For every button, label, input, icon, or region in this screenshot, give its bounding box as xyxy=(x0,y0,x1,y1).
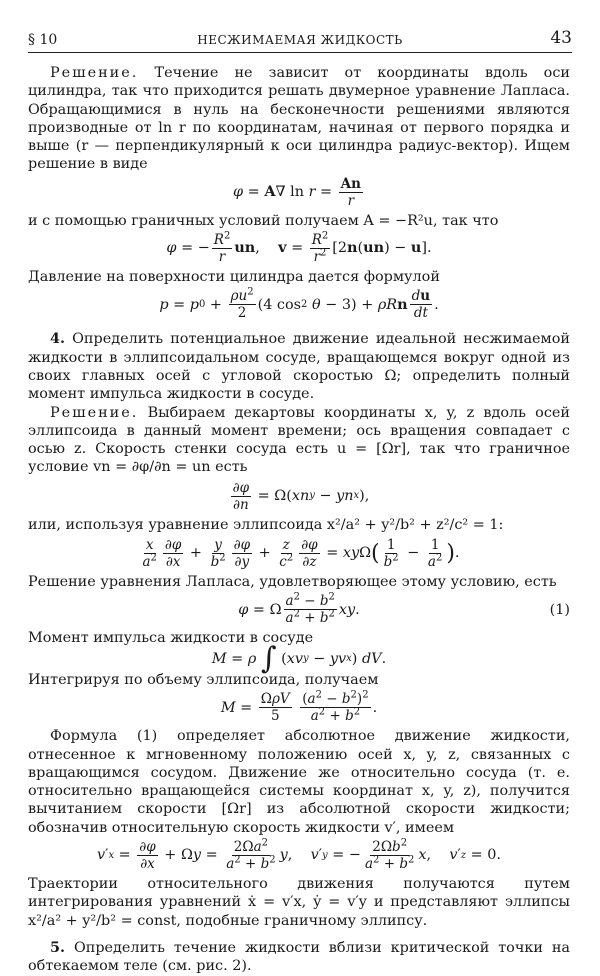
equation-phi-velocity xyxy=(28,232,570,265)
equation-pressure-render: p = p 0 + $\rho u^2$ 2 (4 cos 2 θ − 3) + ρR n du dt . xyxy=(159,286,439,322)
paragraph-ellipsoid: или, используя уравнение эллипсоида x²/a² + y²/b² + z²/c² = 1: xyxy=(28,516,504,533)
paragraph-relative-motion: Формула (1) определяет абсолютное движение жидкости, отнесенное к мгновенному положению осей x, y, z, связанных с вращающимся сосудом. Движение же относительно сосуда (т. е. относительно вращающейся системы координат x, y, z), получится вычитанием скорости [Ωr] из абсолютной скорости жидкости; обозначив относительную скорость жидкости v′, имеем xyxy=(28,728,570,836)
problem-4 xyxy=(28,330,570,403)
problem-text: Определить потенциальное движение идеальной несжимаемой жидкости в эллипсоидальном сосуде, вращающемся вокруг одной из своих главных осей с угловой скоростью Ω; определить полный момент импульса жидкости в сосуде. xyxy=(28,331,571,403)
solution-label: Решение. xyxy=(50,65,139,81)
paragraph-moment: Момент импульса жидкости в сосуде xyxy=(28,630,314,647)
equation-pressure xyxy=(28,288,570,321)
equation-phi xyxy=(28,176,570,209)
equation-relative-velocity xyxy=(28,839,570,872)
equation-phi-velocity-render: φ = − $R^2$ r un , v = $R^2$ $r^2$ [2 n ( un ) − u ]. xyxy=(166,230,432,266)
problem-number: 4. xyxy=(50,330,66,348)
problem-5 xyxy=(28,939,570,976)
equation-boundary xyxy=(28,479,570,513)
equation-solution xyxy=(28,593,570,626)
paragraph-solution-4 xyxy=(28,404,570,477)
equation-ellipsoid-condition xyxy=(28,536,570,570)
equation-number: (1) xyxy=(549,601,570,618)
paragraph-trajectories: Траектории относительного движения получаются путем интегрирования уравнений ẋ = v′x, ẏ = v′y и представляют эллипсы x²/a² + y²/b² = const, подобные граничному эллипсу. xyxy=(28,876,570,929)
solution-label: Решение. xyxy=(50,404,139,421)
paragraph-text: Выбираем декартовы координаты x, y, z вдоль осей эллипсоида в данный момент времени; ось вращения совпадает с осью z. Скорость стенки сосуда есть u = [Ωr], так что граничное условие vn = ∂φ/∂n = un есть xyxy=(28,404,571,476)
paragraph-integrating: Интегрируя по объему эллипсоида, получаем xyxy=(28,671,379,688)
paragraph-laplace-solution: Решение уравнения Лапласа, удовлетворяющее этому условию, есть xyxy=(28,574,557,591)
running-title: НЕСЖИМАЕМАЯ ЖИДКОСТЬ xyxy=(197,33,403,47)
paragraph-text: Течение не зависит от координаты вдоль оси цилиндра, так что приходится решать двумерное уравнение Лапласа. Обращающимися в нуль на бесконечности решениями являются производные от ln r по координатам, начиная от первого порядка и выше (r — перпендикулярный к оси цилиндра радиус-вектор). Ищем решение в виде xyxy=(28,65,571,173)
equation-phi-render: φ = A ∇ ln r = An r xyxy=(233,175,361,209)
equation-moment-result-render: M = ΩρV 5 $(a^2 - b^2)^2$ $a^2 + b^2$ . xyxy=(220,689,378,725)
paragraph-pressure: Давление на поверхности цилиндра дается формулой xyxy=(28,269,440,286)
equation-moment-render: M = ρ ∫ ( xv y − yv x ) dV . xyxy=(211,640,387,676)
section-number: § 10 xyxy=(28,32,58,48)
equation-ellipsoid-condition-render: x $a^2$ ∂φ ∂x + y $b^2$ ∂φ ∂y + z $c^2$ ∂φ ∂z = xy Ω ( 1 $b^2$ − 1 $a^2$ ) . xyxy=(142,537,460,571)
equation-boundary-render: ∂φ ∂n = Ω( xn y − yn x ), xyxy=(232,479,370,513)
equation-moment xyxy=(28,640,570,676)
equation-moment-result xyxy=(28,691,570,724)
equation-solution-render: φ = Ω $a^2 - b^2$ $a^2 + b^2$ xy . xyxy=(238,591,360,627)
body-text xyxy=(28,64,570,976)
paragraph-boundary: и с помощью граничных условий получаем A = −R²u, так что xyxy=(28,212,499,229)
page-number: 43 xyxy=(550,28,572,48)
equation-relative-velocity-render: v ′ x = ∂φ ∂x + Ω y = $2\Omega a^2$ $a^2 + b^2$ y , v ′ y = − $2\Omega b^2$ $a^2 + b^2$ x , v ′ z = 0. xyxy=(97,837,501,873)
problem-text: Определить течение жидкости вблизи критической точки на обтекаемом теле (см. рис. 2). xyxy=(28,939,571,975)
paragraph-solution-3 xyxy=(28,64,570,174)
problem-number: 5. xyxy=(50,938,66,956)
running-header xyxy=(28,28,572,53)
